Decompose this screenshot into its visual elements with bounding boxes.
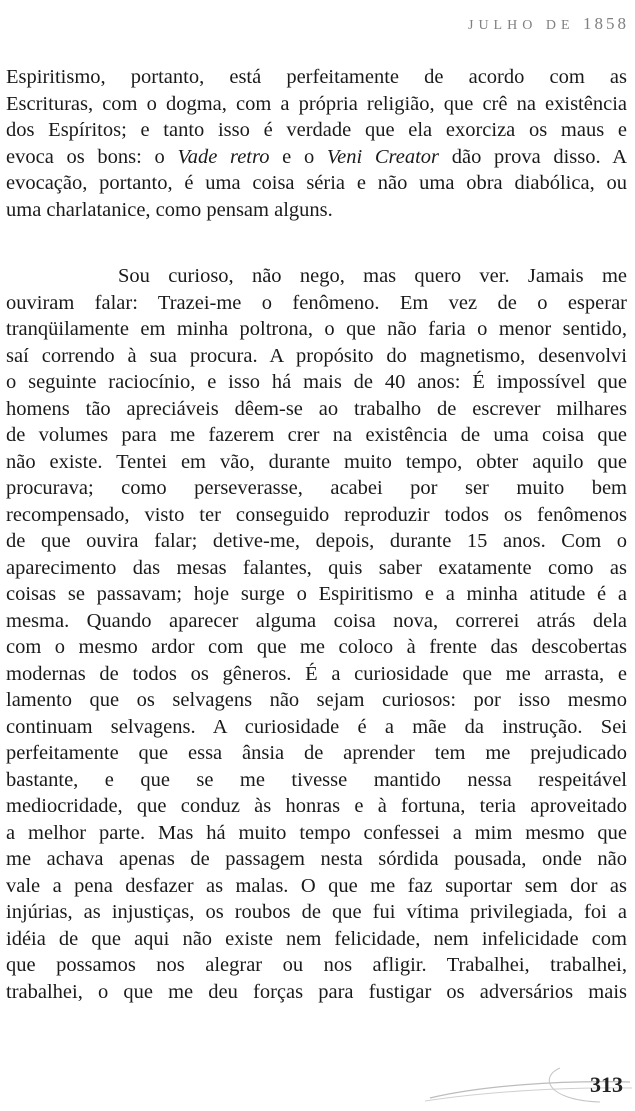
text-line: procurava; como perseverasse, acabei por ser muito bem <box>6 477 627 499</box>
text-line: me achava apenas de passagem nesta sórdida pousada, onde não <box>6 848 627 870</box>
text-line: mediocridade, que conduz às honras e à fortuna, teria aproveitado <box>6 795 627 817</box>
italic-term: Veni Creator <box>326 145 440 168</box>
text-line: a melhor parte. Mas há muito tempo confessei a mim mesmo que <box>6 821 627 844</box>
text-line: recompensado, visto ter conseguido reproduzir todos os fenômenos <box>6 503 627 526</box>
text-line: o seguinte raciocínio, e isso há mais de 40 anos: É impossível que <box>6 371 627 393</box>
text-line: trabalhei, o que me deu forças para fustigar os adversários mais <box>6 980 627 1003</box>
text-line: continuam selvagens. A curiosidade é a mãe da instrução. Sei <box>6 715 627 738</box>
text-line <box>6 144 627 171</box>
footer-swash <box>0 1060 635 1110</box>
text-line: coisas se passavam; hoje surge o Espiritismo e a minha atitude é a <box>6 583 627 605</box>
page-number: 313 <box>590 1072 623 1097</box>
text-line: idéia de que aqui não existe nem felicidade, nem infelicidade com <box>6 927 627 950</box>
paragraph-1 <box>6 64 627 223</box>
text-run: Sou curioso, não nego, mas quero ver. Jamais me <box>118 265 627 287</box>
header-year: 1858 <box>583 14 629 33</box>
italic-term: Vade retro <box>177 145 270 168</box>
header-month: JULHO DE <box>468 18 575 33</box>
text-line: dos Espíritos; e tanto isso é verdade que ela exorciza os maus e <box>6 119 627 141</box>
text-run: evoca os bons: o <box>6 145 178 168</box>
text-run: dão prova disso. A <box>439 145 627 168</box>
text-line: uma charlatanice, como pensam alguns. <box>6 198 333 221</box>
text-line <box>6 263 627 290</box>
text-line: perfeitamente que essa ânsia de aprender tem me prejudicado <box>6 742 627 764</box>
text-line: de que ouvira falar; detive-me, depois, durante 15 anos. Com o <box>6 530 627 552</box>
text-line: tranqüilamente em minha poltrona, o que não faria o menor sentido, <box>6 318 627 340</box>
text-line: bastante, e que se me tivesse mantido nessa respeitável <box>6 768 627 791</box>
text-line: de volumes para me fazerem crer na existência de uma coisa que <box>6 424 627 446</box>
text-line: ouviram falar: Trazei-me o fenômeno. Em vez de o esperar <box>6 291 627 314</box>
text-line: vale a pena desfazer as malas. O que me faz suportar sem dor as <box>6 874 627 897</box>
running-header <box>468 14 629 34</box>
paragraph-2 <box>6 263 627 1005</box>
text-line: lamento que os selvagens não sejam curiosos: por isso mesmo <box>6 689 627 711</box>
text-line: saí correndo à sua procura. A propósito do magnetismo, desenvolvi <box>6 344 627 367</box>
text-line: mesma. Quando aparecer alguma coisa nova, correrei atrás dela <box>6 609 627 632</box>
text-line: Escrituras, com o dogma, com a própria religião, que crê na existência <box>6 92 627 115</box>
text-line: aparecimento das mesas falantes, quis saber exatamente como as <box>6 556 627 579</box>
text-line: homens tão apreciáveis dêem-se ao trabalho de escrever milhares <box>6 397 627 420</box>
text-line: Espiritismo, portanto, está perfeitamente de acordo com as <box>6 66 627 88</box>
text-line: com o mesmo ardor com que me coloco à frente das descobertas <box>6 636 627 658</box>
text-line: que possamos nos alegrar ou nos afligir. Trabalhei, trabalhei, <box>6 954 627 976</box>
text-line: não existe. Tentei em vão, durante muito tempo, obter aquilo que <box>6 450 627 473</box>
text-line: injúrias, as injustiças, os roubos de que fui vítima privilegiada, foi a <box>6 901 627 923</box>
text-line: modernas de todos os gêneros. É a curiosidade que me arrasta, e <box>6 662 627 685</box>
text-run: e o <box>269 145 327 168</box>
text-line: evocação, portanto, é uma coisa séria e não uma obra diabólica, ou <box>6 172 627 194</box>
